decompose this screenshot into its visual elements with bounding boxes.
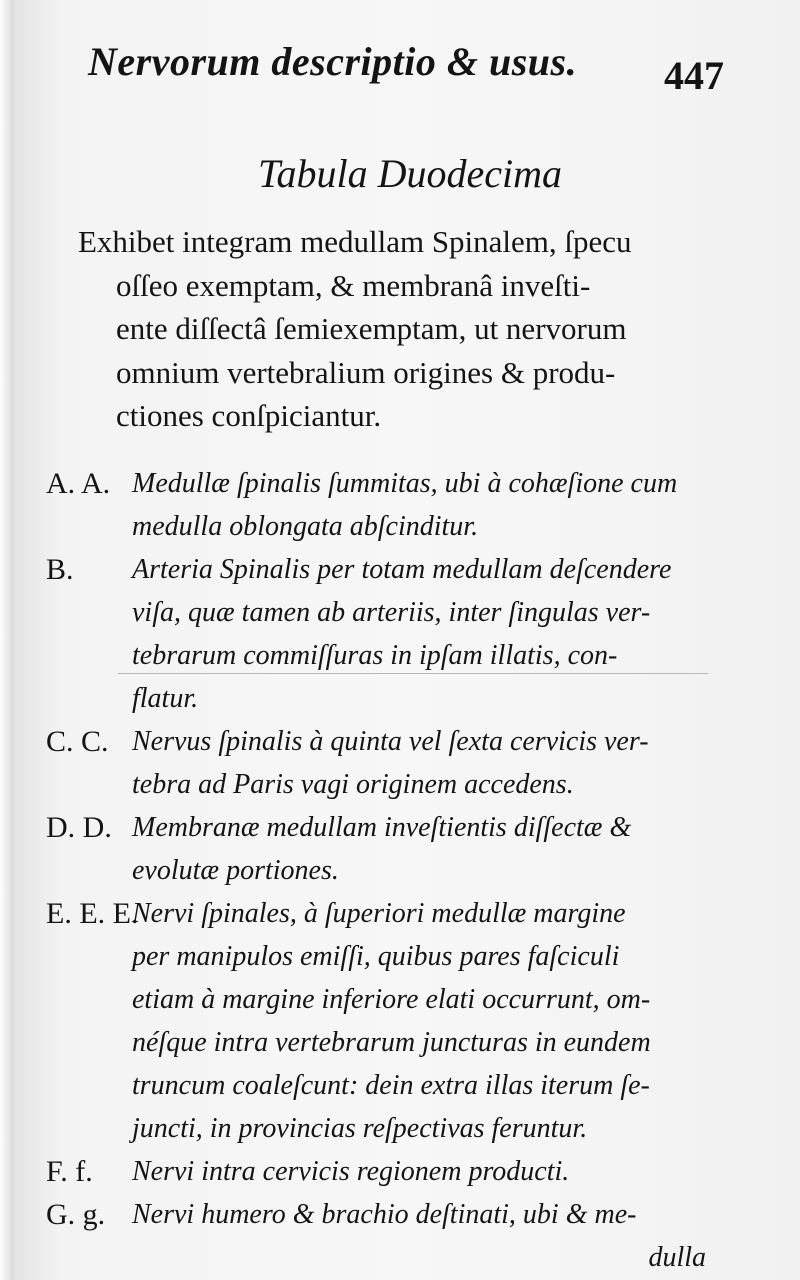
entry-text <box>132 1193 706 1279</box>
intro-line: omnium vertebralium origines & produ- <box>116 354 616 390</box>
legend-entry-b <box>46 548 706 720</box>
entry-key: D. D. <box>46 811 112 844</box>
entry-line: Nervi intra cervicis regionem producti. <box>132 1156 570 1187</box>
table-title: Tabula Duodecima <box>257 151 563 196</box>
entry-line: dulla <box>648 1242 706 1273</box>
entry-line: flatur. <box>132 683 199 714</box>
entry-line: etiam à margine inferiore elati occurrunt, om- <box>132 984 651 1015</box>
entry-line: evolutæ portiones. <box>132 855 339 886</box>
entry-line: juncti, in provincias reſpectivas feruntur. <box>132 1113 588 1144</box>
page-number: 447 <box>664 53 724 98</box>
intro-line: ente diſſectâ ſemiexemptam, ut nervorum <box>116 311 627 346</box>
intro-paragraph <box>78 220 708 438</box>
entry-key: E. E. E. <box>46 897 139 930</box>
entry-key: C. C. <box>46 725 109 758</box>
intro-line: ctiones conſpiciantur. <box>116 398 382 433</box>
entry-line: Medullæ ſpinalis ſummitas, ubi à cohæſione cum <box>132 468 678 499</box>
entry-line: Nervus ſpinalis à quinta vel ſexta cervicis ver- <box>132 726 649 757</box>
entry-key: B. <box>46 553 74 586</box>
entry-line: Nervi ſpinales, à ſuperiori medullæ margine <box>132 898 626 929</box>
legend-entry-g <box>46 1193 706 1279</box>
legend-entry-f <box>46 1150 706 1193</box>
entry-text <box>132 892 706 1150</box>
intro-line: Exhibet integram medullam Spinalem, ſpecu <box>78 224 632 259</box>
intro-line: oſſeo exemptam, & membranâ inveſti- <box>116 267 591 303</box>
entry-line: Membranæ medullam inveſtientis diſſectæ & <box>132 812 632 843</box>
entry-line: truncum coaleſcunt: dein extra illas iterum ſe- <box>132 1070 650 1101</box>
legend-entry-a <box>46 462 706 548</box>
entry-line: néſque intra vertebrarum juncturas in eundem <box>132 1027 651 1058</box>
legend-entries <box>46 462 706 1279</box>
legend-entry-d <box>46 806 706 892</box>
entry-text <box>132 720 706 806</box>
entry-line: medulla oblongata abſcinditur. <box>132 511 479 542</box>
entry-line: tebra ad Paris vagi originem accedens. <box>132 769 574 800</box>
entry-line: Nervi humero & brachio deſtinati, ubi & me- <box>132 1199 637 1230</box>
entry-text <box>132 806 706 892</box>
entry-key: F. f. <box>46 1155 93 1188</box>
legend-entry-c <box>46 720 706 806</box>
entry-key: A. A. <box>46 467 111 500</box>
entry-line: viſa, quæ tamen ab arteriis, inter ſingulas ver- <box>132 597 651 628</box>
entry-key: G. g. <box>46 1198 106 1231</box>
entry-line: tebrarum commiſſuras in ipſam illatis, con- <box>132 640 618 671</box>
entry-line: Arteria Spinalis per totam medullam deſcendere <box>132 554 672 585</box>
entry-text <box>132 1150 706 1193</box>
legend-entry-e <box>46 892 706 1150</box>
entry-text <box>132 462 706 548</box>
entry-line: per manipulos emiſſi, quibus pares faſciculi <box>132 941 620 972</box>
entry-text <box>132 548 706 720</box>
running-head: Nervorum descriptio & usus. <box>88 39 578 84</box>
